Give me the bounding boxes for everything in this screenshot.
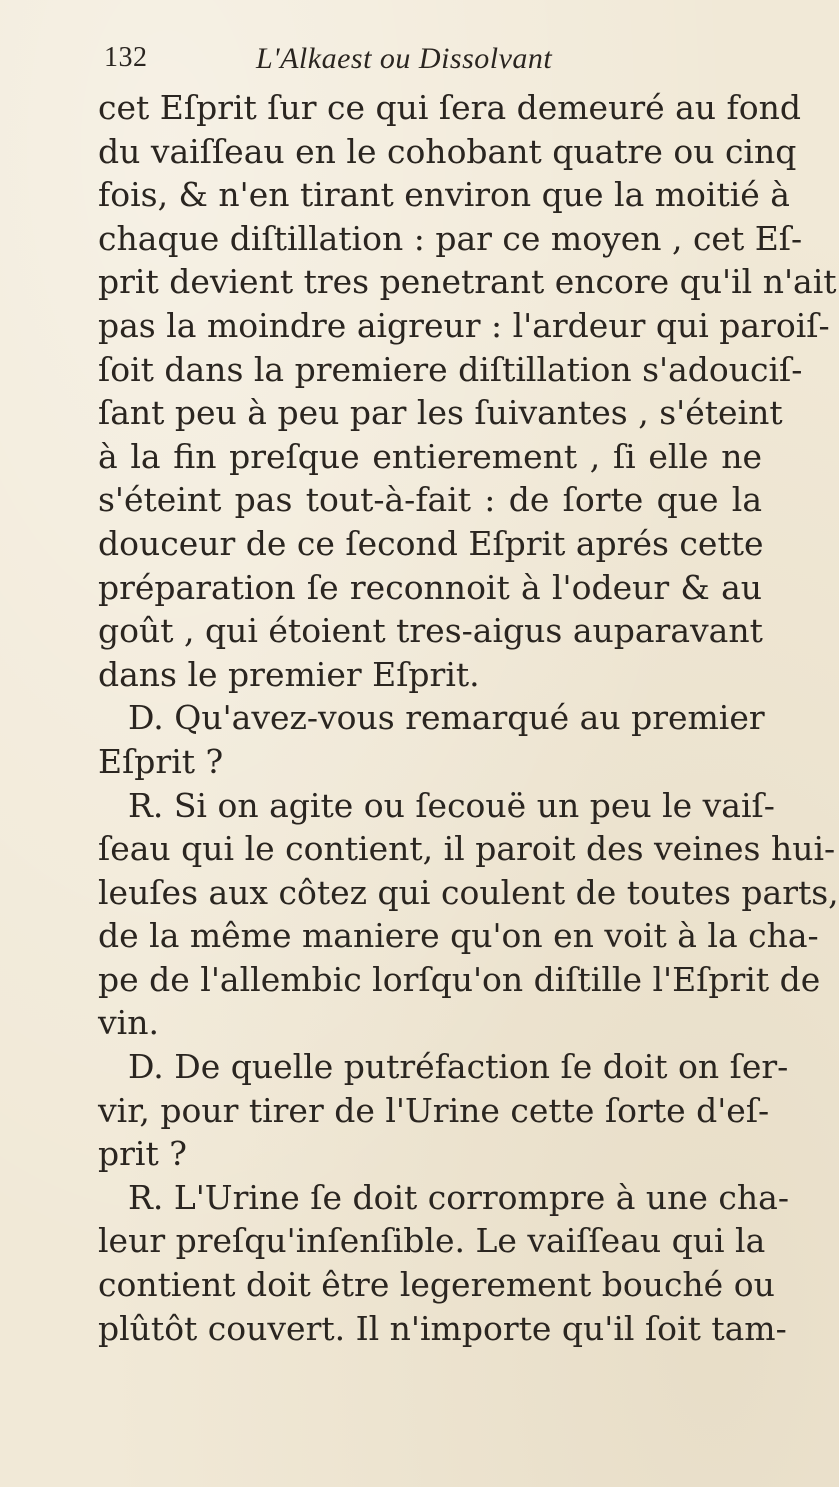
body-text xyxy=(98,86,839,1350)
text-line: prit ? xyxy=(98,1134,187,1174)
text-line: chaque diſtillation : par ce moyen , cet Eſ- xyxy=(98,218,803,258)
text-line: vin. xyxy=(98,1003,159,1043)
text-line: leur preſqu'inſenſible. Le vaiſſeau qui la xyxy=(98,1221,766,1261)
text-line: plûtôt couvert. Il n'importe qu'il ſoit tam- xyxy=(98,1308,787,1348)
text-line: leuſes aux côtez qui coulent de toutes parts, xyxy=(98,872,839,912)
text-line: contient doit être legerement bouché ou xyxy=(98,1265,775,1305)
text-line: cet Eſprit ſur ce qui ſera demeuré au fond xyxy=(98,88,802,127)
text-line: douceur de ce ſecond Eſprit aprés cette xyxy=(98,523,764,563)
text-line: R. Si on agite ou ſecouë un peu le vaiſ- xyxy=(128,785,775,825)
text-line: prit devient tres penetrant encore qu'il n'ait xyxy=(98,262,837,302)
text-line: s'éteint pas tout-à-fait : de ſorte que la xyxy=(98,480,762,520)
running-head xyxy=(104,42,724,82)
running-title: L'Alkaest ou Dissolvant xyxy=(256,42,553,75)
text-line: D. Qu'avez-vous remarqué au premier xyxy=(128,698,765,738)
text-line: fois, & n'en tirant environ que la moitié à xyxy=(98,175,790,215)
text-line: goût , qui étoient tres-aigus auparavant xyxy=(98,611,763,651)
text-line: vir, pour tirer de l'Urine cette ſorte d'eſ- xyxy=(98,1090,770,1130)
text-line: D. De quelle putréfaction ſe doit on ſer- xyxy=(128,1047,789,1087)
text-line: préparation ſe reconnoit à l'odeur & au xyxy=(98,567,762,607)
text-line: de la même maniere qu'on en voit à la cha- xyxy=(98,916,819,956)
text-line: ſoit dans la premiere diſtillation s'adouciſ- xyxy=(98,349,803,389)
text-line: pe de l'allembic lorſqu'on diſtille l'Eſprit de xyxy=(98,959,821,999)
text-line: ſeau qui le contient, il paroit des veines hui- xyxy=(98,829,836,869)
text-line: Eſprit ? xyxy=(98,741,224,781)
text-line: ſant peu à peu par les ſuivantes , s'éteint xyxy=(98,393,783,433)
text-line: R. L'Urine ſe doit corrompre à une cha- xyxy=(128,1177,789,1217)
text-line: dans le premier Eſprit. xyxy=(98,654,480,694)
text-line: pas la moindre aigreur : l'ardeur qui paroiſ- xyxy=(98,305,830,345)
text-line: à la fin preſque entierement , ſi elle ne xyxy=(98,436,762,476)
text-line: du vaiſſeau en le cohobant quatre ou cinq xyxy=(98,131,797,171)
page-number: 132 xyxy=(104,42,148,73)
